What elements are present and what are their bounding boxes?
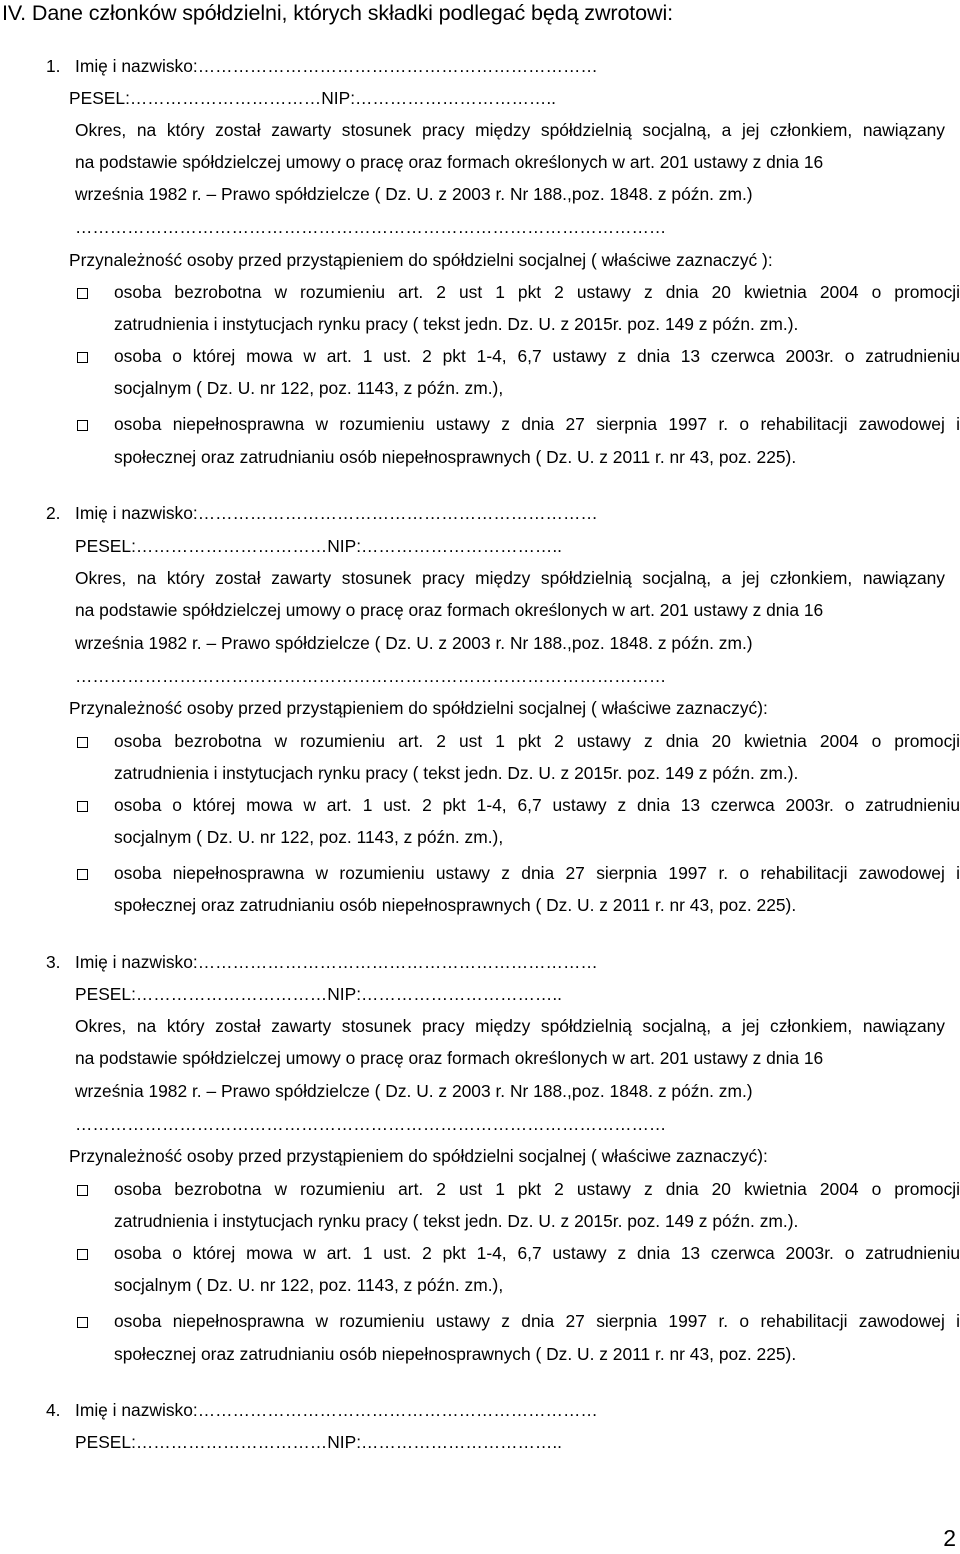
member-3-option-3-line-2: społecznej oraz zatrudnianiu osób niepełnosprawnych ( Dz. U. z 2011 r. nr 43, poz. 225). — [114, 1344, 797, 1364]
member-2-pesel-nip-field[interactable]: PESEL:……………………………NIP:…………………………….. — [75, 536, 562, 556]
member-1-period-line-2: na podstawie spółdzielczej umowy o pracę oraz formach określonych w art. 201 ustawy z dnia 16 — [75, 152, 824, 172]
member-3-pesel-nip-field[interactable]: PESEL:……………………………NIP:…………………………….. — [75, 984, 562, 1004]
member-1-name-field[interactable]: Imię i nazwisko:…………………………………………………………… — [75, 56, 598, 76]
member-4-number: 4. — [46, 1400, 61, 1420]
member-2-option-1-line-1: osoba bezrobotna w rozumieniu art. 2 ust 1 pkt 2 ustawy z dnia 20 kwietnia 2004 o promocji — [114, 731, 960, 751]
member-2-option-3-checkbox[interactable] — [77, 869, 88, 880]
member-2-membership-label: Przynależność osoby przed przystąpieniem do spółdzielni socjalnej ( właściwe zaznaczyć): — [69, 698, 768, 718]
member-1-option-2-line-1: osoba o której mowa w art. 1 ust. 2 pkt 1-4, 6,7 ustawy z dnia 13 czerwca 2003r. o zatrudnieniu — [114, 346, 960, 366]
member-1-option-1-line-1: osoba bezrobotna w rozumieniu art. 2 ust 1 pkt 2 ustawy z dnia 20 kwietnia 2004 o promocji — [114, 282, 960, 302]
member-3-option-1-checkbox[interactable] — [77, 1185, 88, 1196]
member-4-name-field[interactable]: Imię i nazwisko:…………………………………………………………… — [75, 1400, 598, 1420]
member-1-option-1-checkbox[interactable] — [77, 288, 88, 299]
member-2-option-1-line-2: zatrudnienia i instytucjach rynku pracy ( tekst jedn. Dz. U. z 2015r. poz. 149 z późn. zm.). — [114, 763, 799, 783]
member-2-option-2-line-1: osoba o której mowa w art. 1 ust. 2 pkt 1-4, 6,7 ustawy z dnia 13 czerwca 2003r. o zatrudnieniu — [114, 795, 960, 815]
member-2-option-3-line-2: społecznej oraz zatrudnianiu osób niepełnosprawnych ( Dz. U. z 2011 r. nr 43, poz. 225). — [114, 895, 797, 915]
member-2-option-3-line-1: osoba niepełnosprawna w rozumieniu ustawy z dnia 27 sierpnia 1997 r. o rehabilitacji zawodowej i — [114, 863, 960, 883]
member-3-membership-label: Przynależność osoby przed przystąpieniem do spółdzielni socjalnej ( właściwe zaznaczyć): — [69, 1146, 768, 1166]
member-2-name-field[interactable]: Imię i nazwisko:…………………………………………………………… — [75, 503, 598, 523]
member-1-option-2-checkbox[interactable] — [77, 352, 88, 363]
member-2-option-2-checkbox[interactable] — [77, 801, 88, 812]
member-3-option-3-checkbox[interactable] — [77, 1317, 88, 1328]
section-heading: IV. Dane członków spółdzielni, których składki podlegać będą zwrotowi: — [2, 1, 674, 25]
member-3-option-1-line-1: osoba bezrobotna w rozumieniu art. 2 ust 1 pkt 2 ustawy z dnia 20 kwietnia 2004 o promocji — [114, 1179, 960, 1199]
page-number: 2 — [943, 1525, 956, 1551]
member-2-period-line-3: września 1982 r. – Prawo spółdzielcze ( Dz. U. z 2003 r. Nr 188.,poz. 1848. z późn. zm.) — [75, 633, 753, 653]
member-3-period-fill[interactable]: ………………………………………………………………………………………… — [75, 1114, 667, 1134]
member-3-name-field[interactable]: Imię i nazwisko:…………………………………………………………… — [75, 952, 598, 972]
member-1-period-line-1: Okres, na który został zawarty stosunek pracy między spółdzielnią socjalną, a jej członkiem, nawiązany — [75, 120, 945, 140]
member-2-period-line-2: na podstawie spółdzielczej umowy o pracę oraz formach określonych w art. 201 ustawy z dnia 16 — [75, 600, 824, 620]
member-2-option-1-checkbox[interactable] — [77, 737, 88, 748]
member-2-period-fill[interactable]: ………………………………………………………………………………………… — [75, 666, 667, 686]
member-1-option-3-checkbox[interactable] — [77, 420, 88, 431]
member-3-period-line-1: Okres, na który został zawarty stosunek pracy między spółdzielnią socjalną, a jej członkiem, nawiązany — [75, 1016, 945, 1036]
member-3-option-2-line-1: osoba o której mowa w art. 1 ust. 2 pkt 1-4, 6,7 ustawy z dnia 13 czerwca 2003r. o zatrudnieniu — [114, 1243, 960, 1263]
member-3-period-line-3: września 1982 r. – Prawo spółdzielcze ( Dz. U. z 2003 r. Nr 188.,poz. 1848. z późn. zm.) — [75, 1081, 753, 1101]
member-1-membership-label: Przynależność osoby przed przystąpieniem do spółdzielni socjalnej ( właściwe zaznaczyć ): — [69, 250, 773, 270]
member-3-option-1-line-2: zatrudnienia i instytucjach rynku pracy ( tekst jedn. Dz. U. z 2015r. poz. 149 z późn. zm.). — [114, 1211, 799, 1231]
member-3-option-2-line-2: socjalnym ( Dz. U. nr 122, poz. 1143, z późn. zm.), — [114, 1275, 504, 1295]
member-1-pesel-nip-field[interactable]: PESEL:……………………………NIP:…………………………….. — [69, 88, 556, 108]
member-2-option-2-line-2: socjalnym ( Dz. U. nr 122, poz. 1143, z późn. zm.), — [114, 827, 504, 847]
member-1-period-line-3: września 1982 r. – Prawo spółdzielcze ( Dz. U. z 2003 r. Nr 188.,poz. 1848. z późn. zm.) — [75, 184, 753, 204]
member-3-number: 3. — [46, 952, 61, 972]
member-1-period-fill[interactable]: ………………………………………………………………………………………… — [75, 217, 667, 237]
member-1-option-1-line-2: zatrudnienia i instytucjach rynku pracy ( tekst jedn. Dz. U. z 2015r. poz. 149 z późn. zm.). — [114, 314, 799, 334]
member-1-option-3-line-1: osoba niepełnosprawna w rozumieniu ustawy z dnia 27 sierpnia 1997 r. o rehabilitacji zawodowej i — [114, 414, 960, 434]
member-3-option-2-checkbox[interactable] — [77, 1249, 88, 1260]
member-4-pesel-nip-field[interactable]: PESEL:……………………………NIP:…………………………….. — [75, 1432, 562, 1452]
member-3-period-line-2: na podstawie spółdzielczej umowy o pracę oraz formach określonych w art. 201 ustawy z dnia 16 — [75, 1048, 824, 1068]
member-2-period-line-1: Okres, na który został zawarty stosunek pracy między spółdzielnią socjalną, a jej członkiem, nawiązany — [75, 568, 945, 588]
member-1-option-3-line-2: społecznej oraz zatrudnianiu osób niepełnosprawnych ( Dz. U. z 2011 r. nr 43, poz. 225). — [114, 447, 797, 467]
member-1-number: 1. — [46, 56, 61, 76]
member-1-option-2-line-2: socjalnym ( Dz. U. nr 122, poz. 1143, z późn. zm.), — [114, 378, 504, 398]
member-3-option-3-line-1: osoba niepełnosprawna w rozumieniu ustawy z dnia 27 sierpnia 1997 r. o rehabilitacji zawodowej i — [114, 1311, 960, 1331]
member-2-number: 2. — [46, 503, 61, 523]
